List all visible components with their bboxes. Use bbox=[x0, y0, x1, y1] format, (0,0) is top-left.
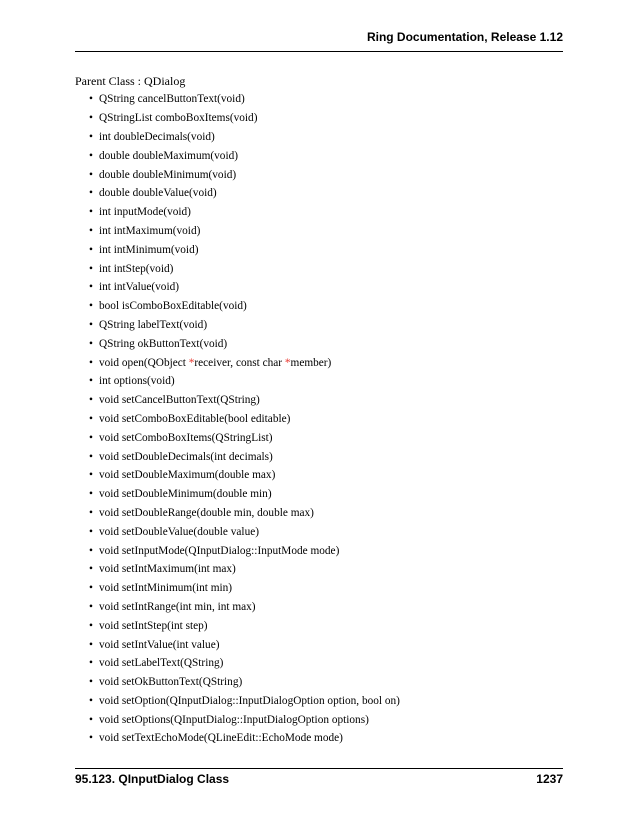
header-rule bbox=[75, 51, 563, 52]
method-item: • void setIntValue(int value) bbox=[75, 639, 563, 651]
method-item: • int intValue(void) bbox=[75, 281, 563, 293]
footer-section-title: 95.123. QInputDialog Class bbox=[75, 772, 230, 786]
footer-page-number: 1237 bbox=[536, 772, 563, 786]
method-item: • QString okButtonText(void) bbox=[75, 338, 563, 350]
method-item: • bool isComboBoxEditable(void) bbox=[75, 300, 563, 312]
method-item: • void setIntMaximum(int max) bbox=[75, 563, 563, 575]
method-item: • int options(void) bbox=[75, 375, 563, 387]
footer-rule bbox=[75, 768, 563, 769]
method-item: • int doubleDecimals(void) bbox=[75, 131, 563, 143]
method-item: • double doubleValue(void) bbox=[75, 187, 563, 199]
method-item: • void setOkButtonText(QString) bbox=[75, 676, 563, 688]
header-title: Ring Documentation, Release 1.12 bbox=[366, 30, 563, 44]
page-header bbox=[75, 30, 563, 50]
method-item: • int inputMode(void) bbox=[75, 206, 563, 218]
method-item: • double doubleMinimum(void) bbox=[75, 169, 563, 181]
method-item: • int intMaximum(void) bbox=[75, 225, 563, 237]
method-item: • void setDoubleValue(double value) bbox=[75, 526, 563, 538]
method-item: • void setCancelButtonText(QString) bbox=[75, 394, 563, 406]
method-item: • void setDoubleMaximum(double max) bbox=[75, 469, 563, 481]
method-item: • void setIntStep(int step) bbox=[75, 620, 563, 632]
method-item: • QString cancelButtonText(void) bbox=[75, 93, 563, 105]
method-item: • void setDoubleRange(double min, double max) bbox=[75, 507, 563, 519]
method-item: • void setIntMinimum(int min) bbox=[75, 582, 563, 594]
method-item: • void setTextEchoMode(QLineEdit::EchoMode mode) bbox=[75, 732, 563, 744]
pointer-asterisk: * bbox=[188, 356, 195, 369]
method-item: • void setInputMode(QInputDialog::InputMode mode) bbox=[75, 545, 563, 557]
method-item: • void setIntRange(int min, int max) bbox=[75, 601, 563, 613]
method-item: • void open(QObject *receiver, const char *member) bbox=[75, 357, 563, 369]
method-item: • void setDoubleMinimum(double min) bbox=[75, 488, 563, 500]
method-item: • int intStep(void) bbox=[75, 263, 563, 275]
method-item: • void setComboBoxEditable(bool editable) bbox=[75, 413, 563, 425]
method-item: • QStringList comboBoxItems(void) bbox=[75, 112, 563, 124]
method-item: • double doubleMaximum(void) bbox=[75, 150, 563, 162]
parent-class-line: Parent Class : QDialog bbox=[75, 74, 186, 88]
method-item: • void setComboBoxItems(QStringList) bbox=[75, 432, 563, 444]
pointer-asterisk: * bbox=[284, 356, 291, 369]
method-item: • int intMinimum(void) bbox=[75, 244, 563, 256]
method-item: • QString labelText(void) bbox=[75, 319, 563, 331]
method-item: • void setOption(QInputDialog::InputDialogOption option, bool on) bbox=[75, 695, 563, 707]
method-item: • void setOptions(QInputDialog::InputDialogOption options) bbox=[75, 714, 563, 726]
page-content bbox=[75, 75, 563, 751]
method-item: • void setDoubleDecimals(int decimals) bbox=[75, 451, 563, 463]
method-item: • void setLabelText(QString) bbox=[75, 657, 563, 669]
method-list bbox=[75, 93, 563, 744]
